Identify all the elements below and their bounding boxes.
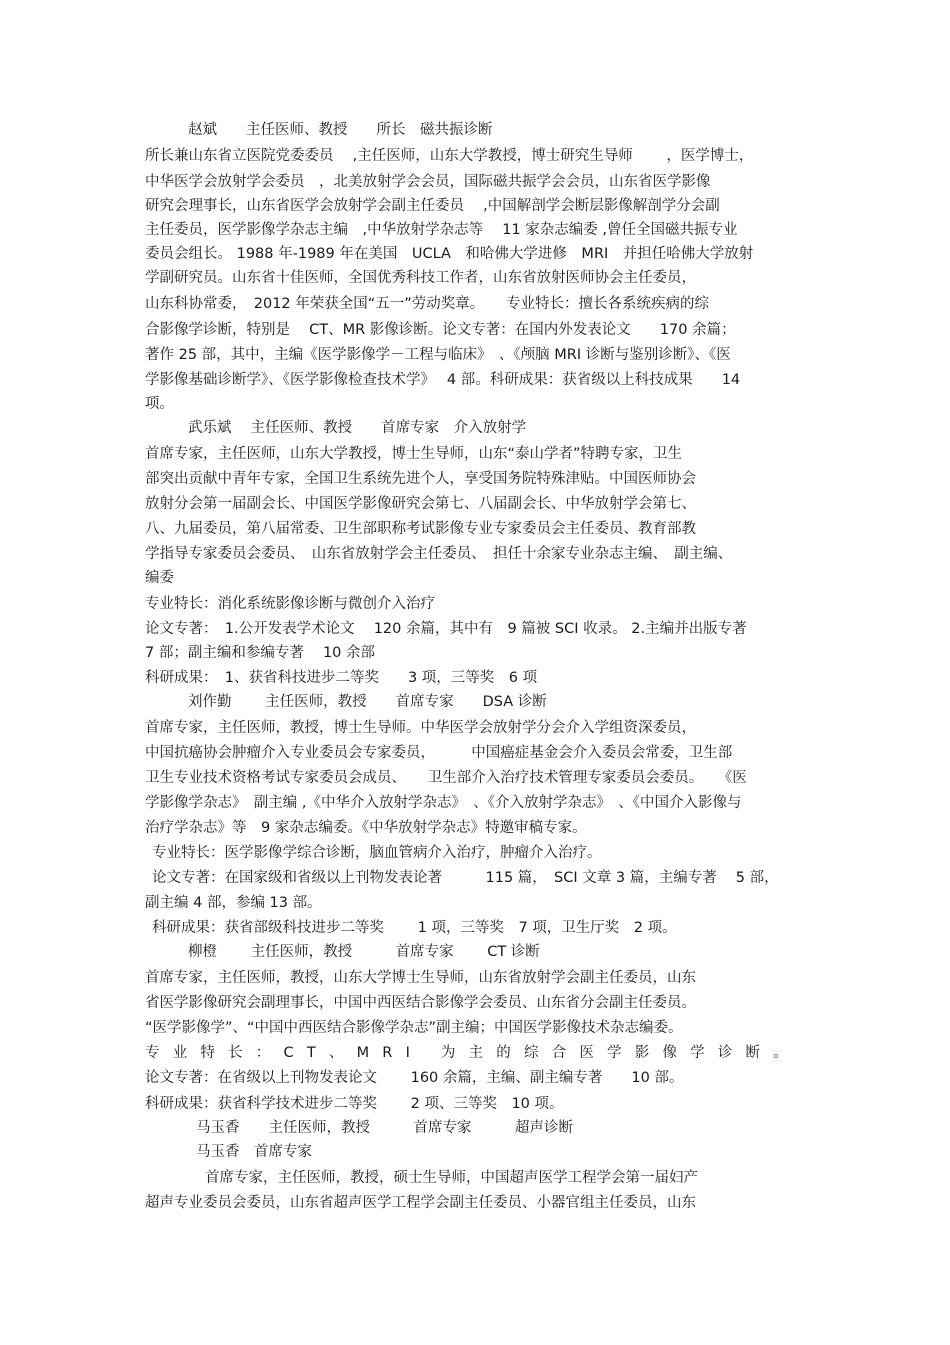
text-line: 专业特长：医学影像学综合诊断，脑血管病介入治疗，肿瘤介入治疗。 bbox=[152, 845, 602, 861]
text-line: 中国抗癌协会肿瘤介入专业委员会专家委员， 中国癌症基金会介入委员会常委，卫生部 bbox=[145, 745, 733, 761]
text-line: 项。 bbox=[145, 396, 174, 412]
text-line: 首席专家，主任医师，教授，博士生导师。中华医学会放射学分会介入学组资深委员， bbox=[145, 720, 696, 736]
text-line: 所长兼山东省立医院党委委员 ,主任医师，山东大学教授，博士研究生导师 ，医学博士， bbox=[145, 148, 754, 164]
text-line: 首席专家，主任医师，教授，硕士生导师，中国超声医学工程学会第一届妇产 bbox=[205, 1170, 698, 1186]
text-line: 7 部；副主编和参编专著 10 余部 bbox=[145, 645, 376, 661]
text-line: 编委 bbox=[145, 570, 174, 586]
text-line: 合影像学诊断，特别是 CT、MR 影像诊断。论文专著：在国内外发表论文 170 余篇； bbox=[145, 322, 736, 338]
text-line: 主任委员，医学影像学杂志主编 ,中华放射学杂志等 11 家杂志编委 ,曾任全国磁共振专业 bbox=[145, 222, 738, 238]
text-line: 专业特长：CT、MRI 为主的综合医学影像学诊断。 bbox=[145, 1045, 801, 1061]
heading-wu-lebin: 武乐斌 主任医师、教授 首席专家 介入放射学 bbox=[188, 420, 527, 436]
text-line: 八、九届委员，第八届常委、卫生部职称考试影像专业专家委员会主任委员、教育部教 bbox=[145, 521, 696, 537]
text-line: 论文专著：在国家级和省级以上刊物发表论著 115 篇， SCI 文章 3 篇，主编专著 5 部， bbox=[152, 870, 779, 886]
text-line: 论文专著： 1.公开发表学术论文 120 余篇，其中有 9 篇被 SCI 收录。 2.主编并出版专著 bbox=[145, 621, 747, 637]
text-line: 著作 25 部，其中，主编《医学影像学－工程与临床》 、《颅脑 MRI 诊断与鉴别诊断》、《医 bbox=[145, 347, 731, 363]
text-line: 专业特长：消化系统影像诊断与微创介入治疗 bbox=[145, 596, 435, 612]
text-line: 科研成果：获省科学技术进步二等奖 2 项、三等奖 10 项。 bbox=[145, 1096, 564, 1112]
text-line: 卫生专业技术资格考试专家委员会成员、 卫生部介入治疗技术管理专家委员会委员。 《医 bbox=[145, 770, 747, 786]
text-line: 研究会理事长，山东省医学会放射学会副主任委员 ,中国解剖学会断层影像解剖学分会副 bbox=[145, 198, 720, 214]
text-line: 山东科协常委， 2012 年荣获全国“五一”劳动奖章。 专业特长：擅长各系统疾病的综 bbox=[145, 296, 710, 312]
text-line: 学影像基础诊断学》、《医学影像检查技术学》 4 部。科研成果：获省级以上科技成果 14 bbox=[145, 372, 741, 388]
text-line: 论文专著：在省级以上刊物发表论文 160 余篇，主编、副主编专著 10 部。 bbox=[145, 1070, 684, 1086]
text-line: 超声专业委员会委员，山东省超声医学工程学会副主任委员、小器官组主任委员，山东 bbox=[145, 1195, 696, 1211]
text-line: 放射分会第一届副会长、中国医学影像研究会第七、八届副会长、中华放射学会第七、 bbox=[145, 496, 696, 512]
text-line: 治疗学杂志》等 9 家杂志编委。《中华放射学杂志》特邀审稿专家。 bbox=[145, 820, 587, 836]
heading-ma-yuxiang: 马玉香 主任医师，教授 首席专家 超声诊断 bbox=[196, 1120, 573, 1136]
text-line: 委员会组长。 1988 年-1989 年在美国 UCLA 和哈佛大学进修 MRI 并担任哈佛大学放射 bbox=[145, 246, 754, 262]
text-line: 中华医学会放射学会委员 ，北美放射学会会员，国际磁共振学会会员，山东省医学影像 bbox=[145, 174, 711, 190]
heading-liu-cheng: 柳橙 主任医师，教授 首席专家 CT 诊断 bbox=[188, 944, 540, 960]
text-line: 学指导专家委员会委员、 山东省放射学会主任委员、 担任十余家专业杂志主编、 副主编、 bbox=[145, 546, 733, 562]
text-line: “医学影像学”、“中国中西医结合影像学杂志”副主编；中国医学影像技术杂志编委。 bbox=[145, 1020, 683, 1036]
text-line: 首席专家，主任医师，山东大学教授，博士生导师，山东“泰山学者”特聘专家，卫生 bbox=[145, 446, 683, 462]
text-line: 学影像学杂志》 副主编 ,《中华介入放射学杂志》 、《介入放射学杂志》 、《中国介入影像与 bbox=[145, 795, 742, 811]
text-line: 科研成果： 1、获省科技进步二等奖 3 项，三等奖 6 项 bbox=[145, 670, 538, 686]
text-line: 省医学影像研究会副理事长，中国中西医结合影像学会委员、山东省分会副主任委员。 bbox=[145, 995, 696, 1011]
text-line: 部突出贡献中青年专家，全国卫生系统先进个人，享受国务院特殊津贴。中国医师协会 bbox=[145, 471, 696, 487]
text-line: 副主编 4 部，参编 13 部。 bbox=[145, 895, 322, 911]
heading-liu-zuoqin: 刘作勤 主任医师，教授 首席专家 DSA 诊断 bbox=[188, 694, 547, 710]
text-line: 科研成果：获省部级科技进步二等奖 1 项，三等奖 7 项，卫生厅奖 2 项。 bbox=[152, 920, 677, 936]
text-line: 学副研究员。山东省十佳医师，全国优秀科技工作者，山东省放射医师协会主任委员， bbox=[145, 270, 696, 286]
subheading-ma-yuxiang: 马玉香 首席专家 bbox=[196, 1144, 312, 1160]
text-line: 首席专家，主任医师，教授，山东大学博士生导师，山东省放射学会副主任委员，山东 bbox=[145, 970, 696, 986]
heading-zhao-bin: 赵斌 主任医师、教授 所长 磁共振诊断 bbox=[188, 122, 493, 138]
